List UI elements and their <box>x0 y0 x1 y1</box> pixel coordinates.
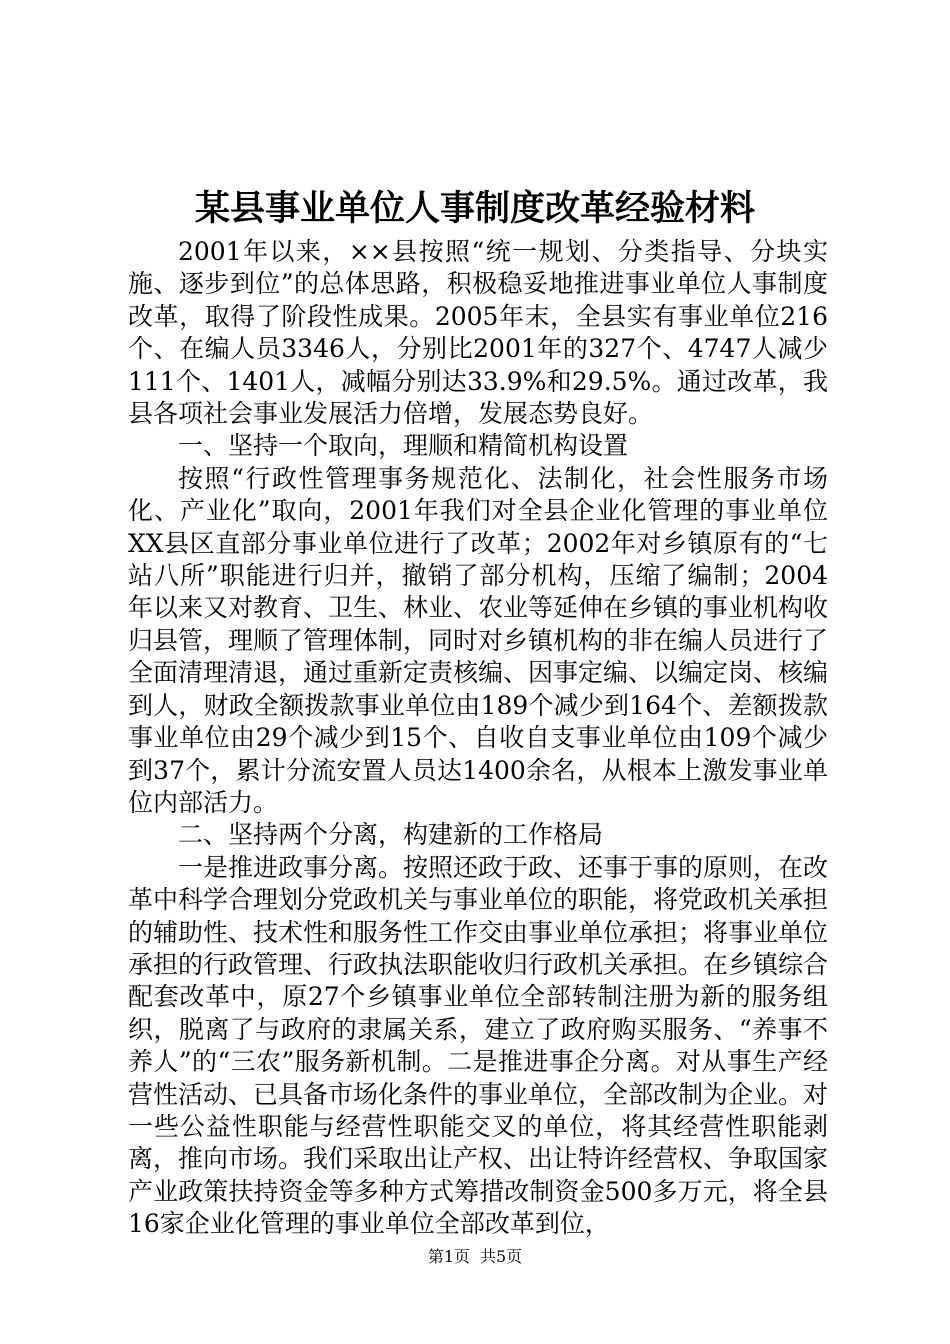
page-footer <box>0 1246 950 1268</box>
document-body <box>128 236 828 1241</box>
section-heading-2: 二、坚持两个分离，构建新的工作格局 <box>178 820 604 850</box>
paragraph-section-1: 按照“行政性管理事务规范化、法制化，社会性服务市场化、产业化”取向，2001年我们对全县企业化管理的事业单位XX县区直部分事业单位进行了改革；2002年对乡镇原有的“七站八所”职能进行归并，撤销了部分机构，压缩了编制；2004年以来又对教育、卫生、林业、农业等延伸在乡镇的事业机构收归县管，理顺了管理体制，同时对乡镇机构的非在编人员进行了全面清理清退，通过重新定责核编、因事定编、以编定岗、核编到人，财政全额拨款事业单位由189个减少到164个、差额拨款事业单位由29个减少到15个、自收自支事业单位由109个减少到37个，累计分流安置人员达1400余名，从根本上激发事业单位内部活力。 <box>128 463 829 817</box>
page-number: 第1页 <box>427 1247 470 1266</box>
page-total: 共5页 <box>480 1247 523 1266</box>
document-title: 某县事业单位人事制度改革经验材料 <box>194 188 755 229</box>
paragraph-section-2: 一是推进政事分离。按照还政于政、还事于事的原则，在改革中科学合理划分党政机关与事业单位的职能，将党政机关承担的辅助性、技术性和服务性工作交由事业单位承担；将事业单位承担的行政管理、行政执法职能收归行政机关承担。在乡镇综合配套改革中，原27个乡镇事业单位全部转制注册为新的服务组织，脱离了与政府的隶属关系，建立了政府购买服务、“养事不养人”的“三农”服务新机制。二是推进事企分离。对从事生产经营性活动、已具备市场化条件的事业单位，全部改制为企业。对一些公益性职能与经营性职能交叉的单位，将其经营性职能剥离，推向市场。我们采取出让产权、出让特许经营权、争取国家产业政策扶持资金等多种方式筹措改制资金500多万元，将全县16家企业化管理的事业单位全部改革到位， <box>128 852 829 1239</box>
paragraph-intro: 2001年以来，××县按照“统一规划、分类指导、分块实施、逐步到位”的总体思路，积极稳妥地推进事业单位人事制度改革，取得了阶段性成果。2005年末，全县实有事业单位216个、在编人员3346人，分别比2001年的327个、4747人减少111个、1401人，减幅分别达33.9%和29.5%。通过改革，我县各项社会事业发展活力倍增，发展态势良好。 <box>128 237 828 429</box>
section-heading-1: 一、坚持一个取向，理顺和精简机构设置 <box>178 431 629 461</box>
